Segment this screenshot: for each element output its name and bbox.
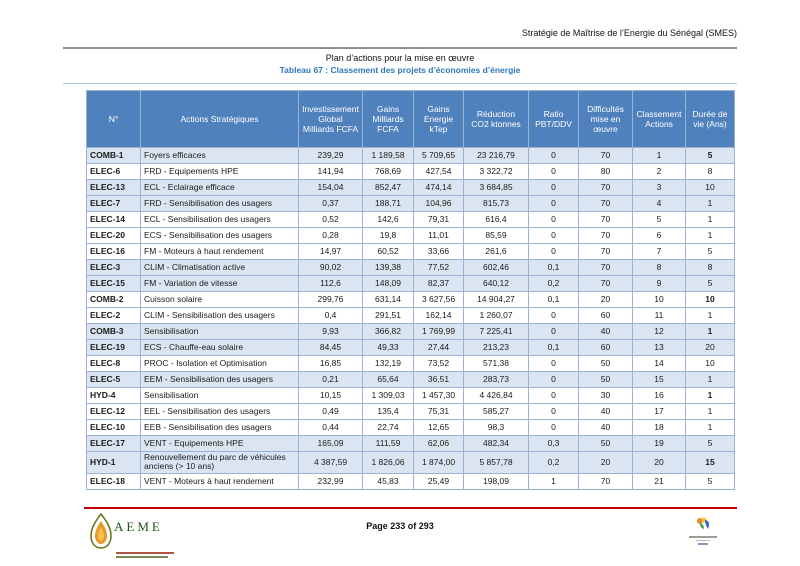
difficulte-cell: 70 (579, 244, 633, 260)
investment-cell: 90,02 (299, 260, 363, 276)
classement-cell: 19 (633, 436, 686, 452)
investment-cell: 14,97 (299, 244, 363, 260)
classement-cell: 14 (633, 356, 686, 372)
ratio-cell: 0 (529, 244, 579, 260)
investment-cell: 4 387,59 (299, 452, 363, 474)
duree-cell: 1 (686, 212, 735, 228)
duree-cell: 1 (686, 404, 735, 420)
gains-energie-cell: 1 769,99 (414, 324, 464, 340)
table-row (87, 260, 735, 276)
difficulte-cell: 50 (579, 356, 633, 372)
reduction-co2-cell: 5 857,78 (464, 452, 529, 474)
table-row (87, 148, 735, 164)
action-label-cell: PROC - Isolation et Optimisation (141, 356, 299, 372)
action-label-cell: Renouvellement du parc de véhicules anciens (> 10 ans) (141, 452, 299, 474)
reduction-co2-cell: 14 904,27 (464, 292, 529, 308)
table-row (87, 388, 735, 404)
ratio-cell: 0 (529, 308, 579, 324)
reduction-co2-cell: 640,12 (464, 276, 529, 292)
project-id-cell: ELEC-7 (87, 196, 141, 212)
reduction-co2-cell: 3 684,85 (464, 180, 529, 196)
classement-cell: 12 (633, 324, 686, 340)
table-row (87, 308, 735, 324)
classement-cell: 3 (633, 180, 686, 196)
duree-cell: 20 (686, 340, 735, 356)
duree-cell: 1 (686, 420, 735, 436)
aeme-logo (90, 513, 220, 558)
investment-cell: 299,76 (299, 292, 363, 308)
investment-cell: 232,99 (299, 473, 363, 489)
gains-fcfa-cell: 111,59 (363, 436, 414, 452)
duree-cell: 1 (686, 308, 735, 324)
gains-energie-cell: 62,06 (414, 436, 464, 452)
table-row (87, 244, 735, 260)
project-id-cell: COMB-2 (87, 292, 141, 308)
action-label-cell: CLIM - Climatisation active (141, 260, 299, 276)
project-id-cell: ELEC-8 (87, 356, 141, 372)
action-label-cell: VENT - Equipements HPE (141, 436, 299, 452)
investment-cell: 0,52 (299, 212, 363, 228)
action-label-cell: ECS - Sensibilisation des usagers (141, 228, 299, 244)
gains-fcfa-cell: 49,33 (363, 340, 414, 356)
ratio-cell: 0 (529, 228, 579, 244)
table-row (87, 212, 735, 228)
duree-cell: 5 (686, 148, 735, 164)
difficulte-cell: 80 (579, 164, 633, 180)
action-label-cell: Cuisson solaire (141, 292, 299, 308)
project-id-cell: ELEC-15 (87, 276, 141, 292)
duree-cell: 5 (686, 244, 735, 260)
reduction-co2-cell: 198,09 (464, 473, 529, 489)
project-id-cell: ELEC-2 (87, 308, 141, 324)
table-caption: Tableau 67 : Classement des projets d’économies d’énergie (279, 65, 521, 75)
difficulte-cell: 70 (579, 260, 633, 276)
ratio-cell: 0 (529, 404, 579, 420)
difficulte-cell: 50 (579, 372, 633, 388)
gains-energie-cell: 5 709,65 (414, 148, 464, 164)
col-header-classement: Classement Actions (633, 91, 686, 148)
action-label-cell: EEB - Sensibilisation des usagers (141, 420, 299, 436)
gains-energie-cell: 3 627,56 (414, 292, 464, 308)
action-label-cell: ECS - Chauffe-eau solaire (141, 340, 299, 356)
project-id-cell: ELEC-10 (87, 420, 141, 436)
action-label-cell: Sensibilisation (141, 324, 299, 340)
classement-cell: 21 (633, 473, 686, 489)
table-row (87, 164, 735, 180)
table-header (87, 91, 735, 148)
col-header-actions: Actions Stratégiques (141, 91, 299, 148)
projects-table-wrapper (86, 90, 734, 490)
classement-cell: 5 (633, 212, 686, 228)
action-label-cell: FRD - Sensibilisation des usagers (141, 196, 299, 212)
difficulte-cell: 70 (579, 180, 633, 196)
aeme-tagline-line1 (116, 552, 174, 554)
ratio-cell: 0 (529, 212, 579, 228)
action-label-cell: FM - Moteurs à haut rendement (141, 244, 299, 260)
gains-fcfa-cell: 148,09 (363, 276, 414, 292)
gains-energie-cell: 474,14 (414, 180, 464, 196)
duree-cell: 10 (686, 180, 735, 196)
gains-energie-cell: 77,52 (414, 260, 464, 276)
reduction-co2-cell: 616,4 (464, 212, 529, 228)
investment-cell: 165,09 (299, 436, 363, 452)
header-divider-line (63, 47, 737, 49)
duree-cell: 5 (686, 276, 735, 292)
classement-cell: 13 (633, 340, 686, 356)
ratio-cell: 0 (529, 324, 579, 340)
classement-cell: 10 (633, 292, 686, 308)
difficulte-cell: 70 (579, 228, 633, 244)
table-body (87, 148, 735, 490)
table-row (87, 228, 735, 244)
emblem-text-line2 (696, 540, 710, 542)
investment-cell: 0,37 (299, 196, 363, 212)
gains-fcfa-cell: 45,83 (363, 473, 414, 489)
project-id-cell: ELEC-3 (87, 260, 141, 276)
ratio-cell: 0,1 (529, 292, 579, 308)
action-label-cell: VENT - Moteurs à haut rendement (141, 473, 299, 489)
difficulte-cell: 60 (579, 308, 633, 324)
action-label-cell: CLIM - Sensibilisation des usagers (141, 308, 299, 324)
ratio-cell: 0 (529, 164, 579, 180)
classement-cell: 15 (633, 372, 686, 388)
project-id-cell: ELEC-6 (87, 164, 141, 180)
action-label-cell: FRD - Equipements HPE (141, 164, 299, 180)
investment-cell: 16,85 (299, 356, 363, 372)
investment-cell: 0,28 (299, 228, 363, 244)
duree-cell: 1 (686, 388, 735, 404)
col-header-difficultes: Difficultés mise en œuvre (579, 91, 633, 148)
caption-divider-line (63, 83, 737, 84)
table-row (87, 180, 735, 196)
table-row (87, 340, 735, 356)
gains-energie-cell: 12,65 (414, 420, 464, 436)
ratio-cell: 0 (529, 420, 579, 436)
table-row (87, 404, 735, 420)
gains-fcfa-cell: 139,38 (363, 260, 414, 276)
reduction-co2-cell: 571,38 (464, 356, 529, 372)
gains-energie-cell: 36,51 (414, 372, 464, 388)
project-id-cell: ELEC-12 (87, 404, 141, 420)
gains-fcfa-cell: 768,69 (363, 164, 414, 180)
footer-divider-line (84, 507, 737, 509)
project-id-cell: ELEC-18 (87, 473, 141, 489)
investment-cell: 0,49 (299, 404, 363, 420)
reduction-co2-cell: 98,3 (464, 420, 529, 436)
project-id-cell: ELEC-13 (87, 180, 141, 196)
classement-cell: 4 (633, 196, 686, 212)
emblem-icon (695, 517, 711, 534)
gains-fcfa-cell: 1 309,03 (363, 388, 414, 404)
duree-cell: 8 (686, 260, 735, 276)
reduction-co2-cell: 213,23 (464, 340, 529, 356)
col-header-gains-energie: Gains Energie kTep (414, 91, 464, 148)
difficulte-cell: 70 (579, 276, 633, 292)
action-label-cell: Sensibilisation (141, 388, 299, 404)
investment-cell: 10,15 (299, 388, 363, 404)
gains-energie-cell: 82,37 (414, 276, 464, 292)
classement-cell: 17 (633, 404, 686, 420)
aeme-flame-icon (90, 513, 112, 554)
project-id-cell: ELEC-20 (87, 228, 141, 244)
ratio-cell: 0 (529, 148, 579, 164)
ratio-cell: 0,2 (529, 276, 579, 292)
reduction-co2-cell: 3 322,72 (464, 164, 529, 180)
gains-energie-cell: 33,66 (414, 244, 464, 260)
gains-fcfa-cell: 142,6 (363, 212, 414, 228)
investment-cell: 9,93 (299, 324, 363, 340)
duree-cell: 1 (686, 228, 735, 244)
project-id-cell: ELEC-19 (87, 340, 141, 356)
reduction-co2-cell: 1 260,07 (464, 308, 529, 324)
reduction-co2-cell: 585,27 (464, 404, 529, 420)
action-label-cell: ECL - Eclairage efficace (141, 180, 299, 196)
table-row (87, 276, 735, 292)
project-id-cell: HYD-4 (87, 388, 141, 404)
aeme-logo-text: AEME (114, 519, 163, 534)
reduction-co2-cell: 261,6 (464, 244, 529, 260)
duree-cell: 10 (686, 356, 735, 372)
gains-fcfa-cell: 65,64 (363, 372, 414, 388)
gains-energie-cell: 79,31 (414, 212, 464, 228)
ratio-cell: 0 (529, 372, 579, 388)
duree-cell: 10 (686, 292, 735, 308)
gains-fcfa-cell: 366,82 (363, 324, 414, 340)
action-label-cell: EEL - Sensibilisation des usagers (141, 404, 299, 420)
investment-cell: 112,6 (299, 276, 363, 292)
gains-fcfa-cell: 60,52 (363, 244, 414, 260)
difficulte-cell: 30 (579, 388, 633, 404)
emblem-text-line1 (689, 536, 717, 538)
gains-fcfa-cell: 22,74 (363, 420, 414, 436)
reduction-co2-cell: 7 225,41 (464, 324, 529, 340)
ratio-cell: 0,3 (529, 436, 579, 452)
ratio-cell: 0 (529, 180, 579, 196)
investment-cell: 0,4 (299, 308, 363, 324)
table-row (87, 292, 735, 308)
col-header-gains-fcfa: Gains Milliards FCFA (363, 91, 414, 148)
aeme-tagline (116, 552, 220, 558)
duree-cell: 5 (686, 473, 735, 489)
reduction-co2-cell: 482,34 (464, 436, 529, 452)
gains-fcfa-cell: 852,47 (363, 180, 414, 196)
table-row (87, 452, 735, 474)
investment-cell: 239,29 (299, 148, 363, 164)
classement-cell: 8 (633, 260, 686, 276)
investment-cell: 141,94 (299, 164, 363, 180)
table-row (87, 372, 735, 388)
reduction-co2-cell: 815,73 (464, 196, 529, 212)
difficulte-cell: 50 (579, 436, 633, 452)
col-header-ratio: Ratio PBT/DDV (529, 91, 579, 148)
col-header-numero: N° (87, 91, 141, 148)
col-header-duree: Durée de vie (Ans) (686, 91, 735, 148)
duree-cell: 1 (686, 372, 735, 388)
right-emblem-logo (686, 517, 720, 545)
col-header-investissement: Investissement Global Milliards FCFA (299, 91, 363, 148)
page-number: Page 233 of 293 (366, 521, 434, 531)
gains-fcfa-cell: 19,8 (363, 228, 414, 244)
difficulte-cell: 70 (579, 148, 633, 164)
emblem-text-line3 (698, 543, 708, 545)
project-id-cell: ELEC-17 (87, 436, 141, 452)
ratio-cell: 0 (529, 196, 579, 212)
difficulte-cell: 70 (579, 473, 633, 489)
classement-cell: 16 (633, 388, 686, 404)
classement-cell: 20 (633, 452, 686, 474)
project-id-cell: HYD-1 (87, 452, 141, 474)
aeme-tagline-line2 (116, 556, 168, 558)
action-label-cell: Foyers efficaces (141, 148, 299, 164)
gains-energie-cell: 73,52 (414, 356, 464, 372)
section-title: Plan d’actions pour la mise en œuvre (325, 53, 475, 63)
classement-cell: 7 (633, 244, 686, 260)
projects-table (86, 90, 735, 490)
action-label-cell: EEM - Sensibilisation des usagers (141, 372, 299, 388)
reduction-co2-cell: 23 216,79 (464, 148, 529, 164)
gains-fcfa-cell: 188,71 (363, 196, 414, 212)
project-id-cell: ELEC-5 (87, 372, 141, 388)
classement-cell: 1 (633, 148, 686, 164)
col-header-reduction-co2: Réduction CO2 ktonnes (464, 91, 529, 148)
investment-cell: 0,44 (299, 420, 363, 436)
gains-fcfa-cell: 291,51 (363, 308, 414, 324)
reduction-co2-cell: 85,59 (464, 228, 529, 244)
classement-cell: 18 (633, 420, 686, 436)
gains-energie-cell: 27,44 (414, 340, 464, 356)
action-label-cell: FM - Variation de vitesse (141, 276, 299, 292)
difficulte-cell: 70 (579, 196, 633, 212)
gains-fcfa-cell: 1 189,58 (363, 148, 414, 164)
ratio-cell: 0,1 (529, 340, 579, 356)
gains-energie-cell: 104,96 (414, 196, 464, 212)
gains-fcfa-cell: 135,4 (363, 404, 414, 420)
gains-energie-cell: 1 874,00 (414, 452, 464, 474)
table-row (87, 196, 735, 212)
difficulte-cell: 40 (579, 420, 633, 436)
action-label-cell: ECL - Sensibilisation des usagers (141, 212, 299, 228)
project-id-cell: COMB-3 (87, 324, 141, 340)
duree-cell: 1 (686, 324, 735, 340)
project-id-cell: ELEC-16 (87, 244, 141, 260)
table-row (87, 473, 735, 489)
duree-cell: 1 (686, 196, 735, 212)
duree-cell: 5 (686, 436, 735, 452)
investment-cell: 154,04 (299, 180, 363, 196)
table-header-row (87, 91, 735, 148)
difficulte-cell: 40 (579, 324, 633, 340)
duree-cell: 8 (686, 164, 735, 180)
table-row (87, 324, 735, 340)
ratio-cell: 0 (529, 356, 579, 372)
gains-energie-cell: 25,49 (414, 473, 464, 489)
difficulte-cell: 20 (579, 452, 633, 474)
reduction-co2-cell: 283,73 (464, 372, 529, 388)
difficulte-cell: 60 (579, 340, 633, 356)
table-row (87, 356, 735, 372)
classement-cell: 9 (633, 276, 686, 292)
gains-energie-cell: 75,31 (414, 404, 464, 420)
ratio-cell: 1 (529, 473, 579, 489)
ratio-cell: 0 (529, 388, 579, 404)
difficulte-cell: 20 (579, 292, 633, 308)
classement-cell: 6 (633, 228, 686, 244)
reduction-co2-cell: 4 426,84 (464, 388, 529, 404)
project-id-cell: ELEC-14 (87, 212, 141, 228)
classement-cell: 2 (633, 164, 686, 180)
ratio-cell: 0,2 (529, 452, 579, 474)
table-row (87, 420, 735, 436)
gains-fcfa-cell: 132,19 (363, 356, 414, 372)
classement-cell: 11 (633, 308, 686, 324)
table-row (87, 436, 735, 452)
difficulte-cell: 70 (579, 212, 633, 228)
reduction-co2-cell: 602,46 (464, 260, 529, 276)
investment-cell: 84,45 (299, 340, 363, 356)
document-header-right: Stratégie de Maîtrise de l’Energie du Sénégal (SMES) (521, 28, 737, 38)
gains-fcfa-cell: 631,14 (363, 292, 414, 308)
ratio-cell: 0,1 (529, 260, 579, 276)
difficulte-cell: 40 (579, 404, 633, 420)
gains-energie-cell: 11,01 (414, 228, 464, 244)
gains-energie-cell: 162,14 (414, 308, 464, 324)
investment-cell: 0,21 (299, 372, 363, 388)
duree-cell: 15 (686, 452, 735, 474)
gains-energie-cell: 1 457,30 (414, 388, 464, 404)
gains-fcfa-cell: 1 826,06 (363, 452, 414, 474)
project-id-cell: COMB-1 (87, 148, 141, 164)
gains-energie-cell: 427,54 (414, 164, 464, 180)
